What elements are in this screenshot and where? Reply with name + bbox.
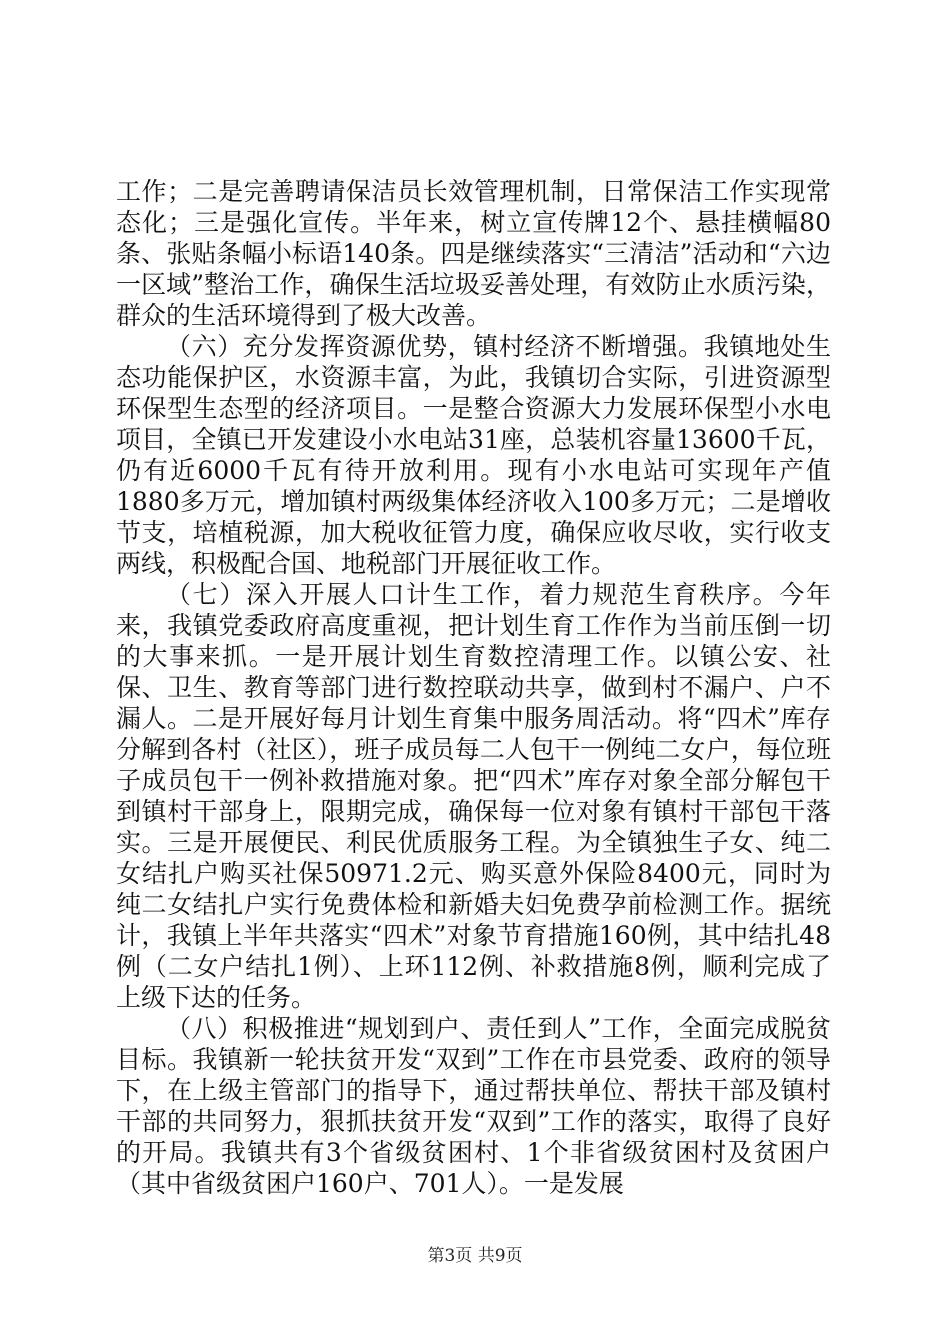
page-footer [0, 1245, 950, 1267]
paragraph-section-7: （七）深入开展人口计生工作，着力规范生育秩序。今年来，我镇党委政府高度重视，把计划生育工作作为当前压倒一切的大事来抓。一是开展计划生育数控清理工作。以镇公安、社保、卫生、教育等部门进行数控联动共享，做到村不漏户、户不漏人。二是开展好每月计划生育集中服务周活动。将“四术”库存分解到各村（社区），班子成员每二人包干一例纯二女户，每位班子成员包干一例补救措施对象。把“四术”库存对象全部分解包干到镇村干部身上，限期完成，确保每一位对象有镇村干部包干落实。三是开展便民、利民优质服务工程。为全镇独生子女、纯二女结扎户购买社保50971.2元、购买意外保险8400元，同时为纯二女结扎户实行免费体检和新婚夫妇免费孕前检测工作。据统计，我镇上半年共落实“四术”对象节育措施160例，其中结扎48例（二女户结扎1例）、上环112例、补救措施8例，顺利完成了上级下达的任务。 [116, 580, 831, 1012]
page-number: 第3页 共9页 [427, 1246, 523, 1266]
document-body [116, 176, 831, 1199]
paragraph-continuation: 工作；二是完善聘请保洁员长效管理机制，日常保洁工作实现常态化；三是强化宣传。半年来，树立宣传牌12个、悬挂横幅80条、张贴条幅小标语140条。四是继续落实“三清洁”活动和“六边一区域”整治工作，确保生活垃圾妥善处理，有效防止水质污染，群众的生活环境得到了极大改善。 [116, 177, 831, 330]
paragraph-section-8: （八）积极推进“规划到户、责任到人”工作，全面完成脱贫目标。我镇新一轮扶贫开发“双到”工作在市县党委、政府的领导下，在上级主管部门的指导下，通过帮扶单位、帮扶干部及镇村干部的共同努力，狠抓扶贫开发“双到”工作的落实，取得了良好的开局。我镇共有3个省级贫困村、1个非省级贫困村及贫困户（其中省级贫困户160户、701人）。一是发展 [116, 1014, 831, 1198]
paragraph-section-6: （六）充分发挥资源优势，镇村经济不断增强。我镇地处生态功能保护区，水资源丰富，为此，我镇切合实际，引进资源型环保型生态型的经济项目。一是整合资源大力发展环保型小水电项目，全镇已开发建设小水电站31座，总装机容量13600千瓦，仍有近6000千瓦有待开放利用。现有小水电站可实现年产值1880多万元，增加镇村两级集体经济收入100多万元；二是增收节支，培植税源，加大税收征管力度，确保应收尽收，实行收支两线，积极配合国、地税部门开展征收工作。 [116, 332, 831, 578]
